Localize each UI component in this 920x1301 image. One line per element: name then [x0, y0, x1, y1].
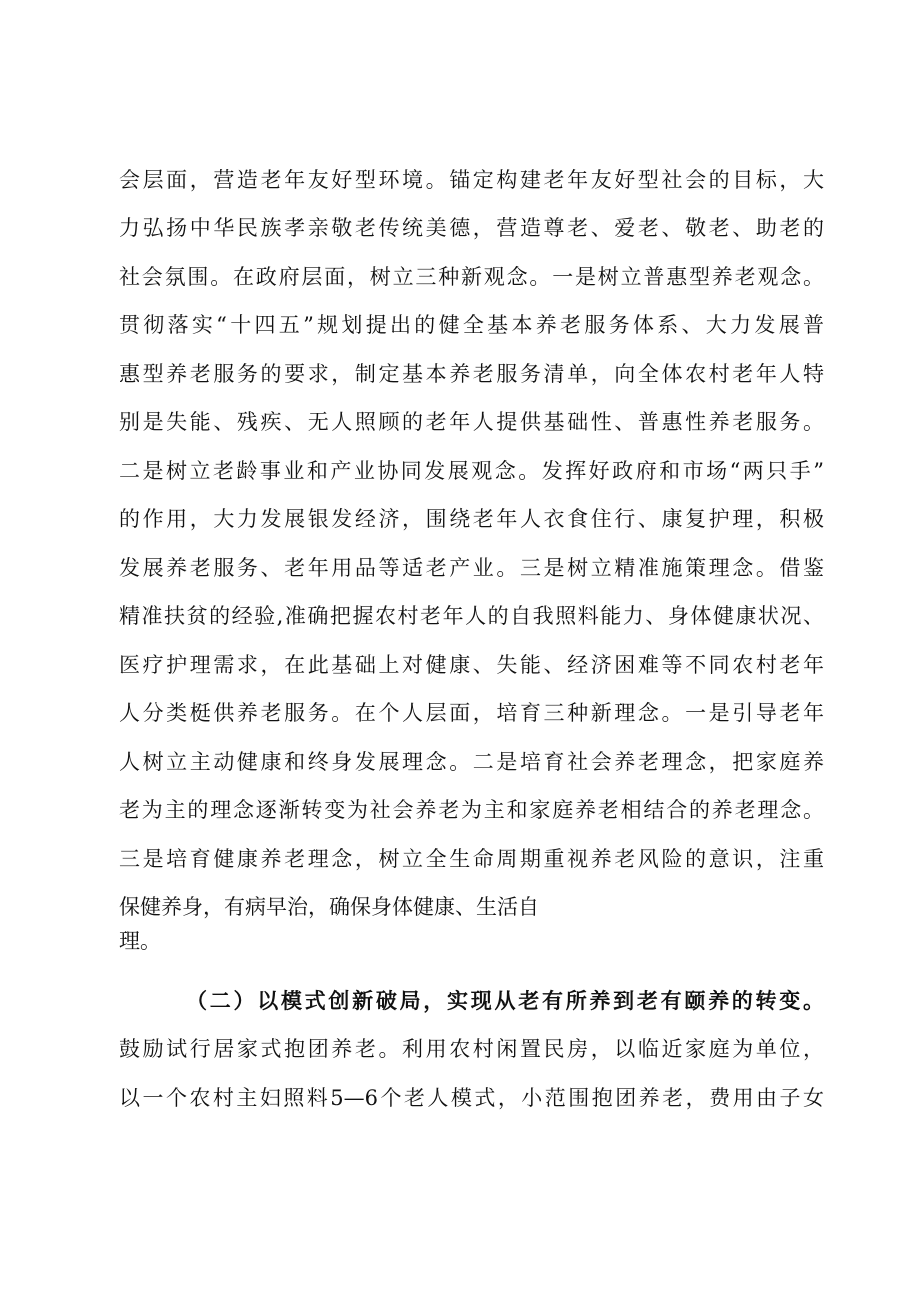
- paragraph-line: 鼓励试行居家式抱团养老。利用农村闲置民房，以临近家庭为单位，: [119, 1037, 824, 1061]
- paragraph-line: 二是树立老龄事业和产业协同发展观念。发挥好政府和市场“两只手”: [119, 459, 824, 483]
- paragraph-line: 医疗护理需求，在此基础上对健康、失能、经济困难等不同农村老年: [119, 653, 824, 677]
- paragraph-line: 惠型养老服务的要求，制定基本养老服务清单，向全体农村老年人特: [119, 362, 824, 386]
- paragraph-line: 精准扶贫的经验,准确把握农村老年人的自我照料能力、身体健康状况、: [119, 604, 824, 628]
- paragraph-line: 人树立主动健康和终身发展理念。二是培育社会养老理念，把家庭养: [119, 750, 824, 774]
- paragraph-line: 的作用，大力发展银发经济，围绕老年人衣食住行、康复护理，积极: [119, 507, 824, 531]
- paragraph-line: 会层面，营造老年友好型环境。锚定构建老年友好型社会的目标，大: [119, 168, 824, 192]
- paragraph-line: 贯彻落实“十四五”规划提出的健全基本养老服务体系、大力发展普: [119, 313, 824, 337]
- section-heading: （二）以模式创新破局，实现从老有所养到老有颐养的转变。: [186, 988, 824, 1013]
- paragraph-line: 社会氛围。在政府层面，树立三种新观念。一是树立普惠型养老观念。: [119, 265, 824, 289]
- paragraph-line: 以一个农村主妇照料5—6个老人模式，小范围抱团养老，费用由子女: [119, 1086, 824, 1110]
- paragraph-line: 老为主的理念逐渐转变为社会养老为主和家庭养老相结合的养老理念。: [119, 798, 824, 822]
- paragraph-line: 保健养身，有病早治，确保身体健康、生活自: [119, 895, 539, 919]
- paragraph-line: 别是失能、残疾、无人照顾的老年人提供基础性、普惠性养老服务。: [119, 410, 824, 434]
- paragraph-line: 三是培育健康养老理念，树立全生命周期重视养老风险的意识，注重: [119, 847, 824, 871]
- paragraph-line: 理。: [119, 929, 161, 953]
- paragraph-line: 人分类梃供养老服务。在个人层面，培育三种新理念。一是引导老年: [119, 701, 824, 725]
- paragraph-line: 发展养老服务、老年用品等适老产业。三是树立精准施策理念。借鉴: [119, 556, 824, 580]
- paragraph-line: 力弘扬中华民族孝亲敬老传统美德，营造尊老、爱老、敬老、助老的: [119, 216, 824, 240]
